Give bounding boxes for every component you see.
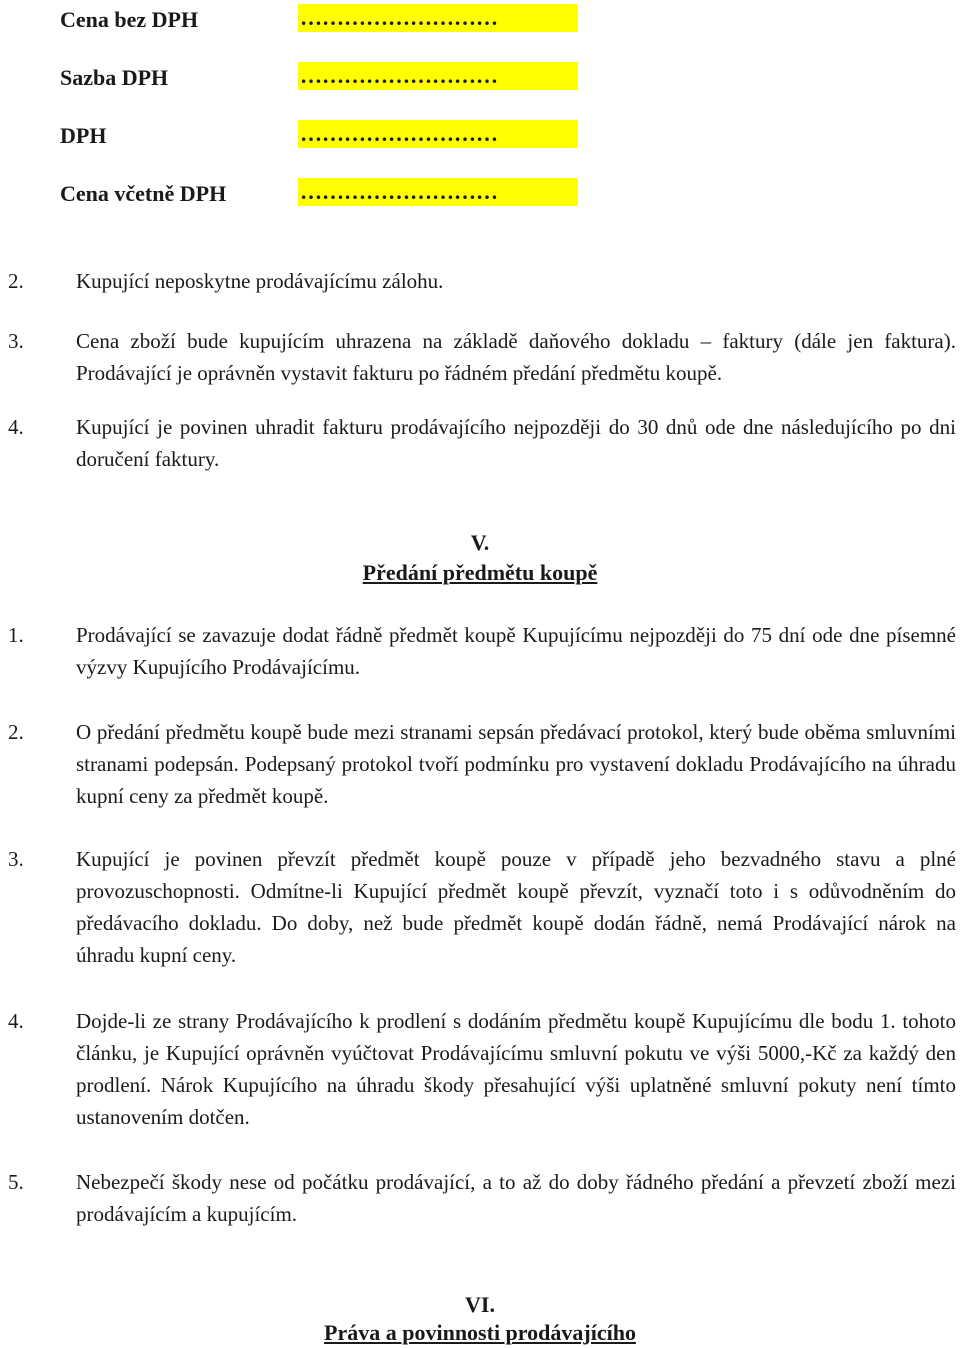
price-label-net: Cena bez DPH <box>60 7 199 32</box>
section-5-item-5 <box>8 1166 956 1230</box>
price-label-vat: DPH <box>60 123 107 148</box>
payment-item-3 <box>8 325 956 389</box>
price-value-vat-rate[interactable]: ……………………… <box>298 62 578 90</box>
item-number: 3. <box>8 847 24 871</box>
item-text: Kupující je povinen uhradit fakturu prodávajícího nejpozději do 30 dnů ode dne následujícího po dni doručení faktury. <box>76 415 956 471</box>
item-text: Dojde-li ze strany Prodávajícího k prodlení s dodáním předmětu koupě Kupujícímu dle bodu 1. tohoto článku, je Kupující oprávněn vyúčtovat Prodávajícímu smluvní pokutu ve výši 5000,-Kč za každý den prodlení. Nárok Kupujícího na úhradu škody přesahující výši uplatněné smluvní pokuty není tímto ustanovením dotčen. <box>76 1009 956 1129</box>
payment-item-2 <box>8 265 956 297</box>
section-6-title-wrap <box>0 1320 960 1346</box>
price-value-net[interactable]: ……………………… <box>298 4 578 32</box>
section-5-item-2 <box>8 716 956 812</box>
item-text: Nebezpečí škody nese od počátku prodávající, a to až do doby řádného předání a převzetí zboží mezi prodávajícím a kupujícím. <box>76 1170 956 1226</box>
price-value-gross[interactable]: ……………………… <box>298 178 578 206</box>
item-text: Kupující neposkytne prodávajícímu zálohu. <box>76 269 444 293</box>
item-number: 2. <box>8 269 24 293</box>
item-number: 4. <box>8 415 24 439</box>
item-number: 2. <box>8 720 24 744</box>
section-6-title: Práva a povinnosti prodávajícího <box>324 1320 636 1345</box>
section-5-item-4 <box>8 1005 956 1133</box>
item-number: 5. <box>8 1170 24 1194</box>
section-5-item-1 <box>8 619 956 683</box>
section-5-title: Předání předmětu koupě <box>362 560 598 585</box>
section-5-number: V. <box>470 530 490 555</box>
item-number: 3. <box>8 329 24 353</box>
item-number: 4. <box>8 1009 24 1033</box>
price-label-vat-rate: Sazba DPH <box>60 65 169 90</box>
item-number: 1. <box>8 623 24 647</box>
section-6-number: VI. <box>465 1292 495 1317</box>
payment-item-4 <box>8 411 956 475</box>
item-text: Cena zboží bude kupujícím uhrazena na základě daňového dokladu – faktury (dále jen faktura). Prodávající je oprávněn vystavit fakturu po řádném předání předmětu koupě. <box>76 329 956 385</box>
price-label-gross: Cena včetně DPH <box>60 181 227 206</box>
item-text: Prodávající se zavazuje dodat řádně předmět koupě Kupujícímu nejpozději do 75 dní ode dne písemné výzvy Kupujícího Prodávajícímu. <box>76 623 956 679</box>
section-5-item-3 <box>8 843 956 971</box>
item-text: O předání předmětu koupě bude mezi stranami sepsán předávací protokol, který bude oběma smluvními stranami podepsán. Podepsaný protokol tvoří podmínku pro vystavení dokladu Prodávajícího na úhradu kupní ceny za předmět koupě. <box>76 720 956 808</box>
section-5-title-wrap <box>0 560 960 586</box>
price-value-vat[interactable]: ……………………… <box>298 120 578 148</box>
item-text: Kupující je povinen převzít předmět koupě pouze v případě jeho bezvadného stavu a plné provozuschopnosti. Odmítne-li Kupující předmět koupě převzít, vyznačí toto i s odůvodněním do předávacího dokladu. Do doby, než bude předmět koupě dodán řádně, nemá Prodávající nárok na úhradu kupní ceny. <box>76 847 956 967</box>
